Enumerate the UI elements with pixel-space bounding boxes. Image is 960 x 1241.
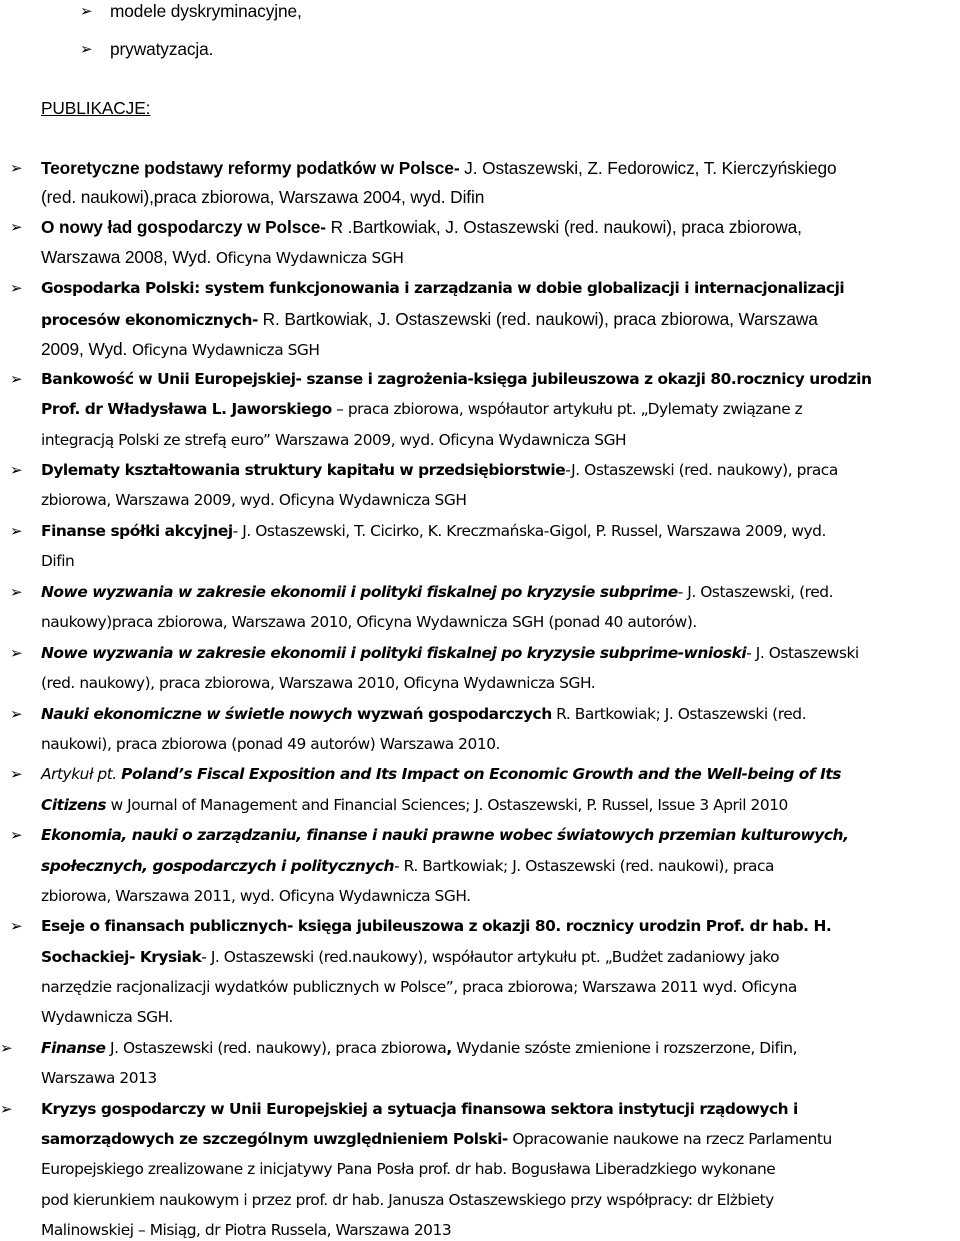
text-segment: zbiorowa, Warszawa 2011, wyd. Oficyna Wydawnicza SGH. [41,887,471,905]
text-line [41,157,836,179]
bullet-arrow-icon: ➢ [10,826,23,844]
section-heading-publikacje [41,97,150,119]
bullet-arrow-icon: ➢ [80,40,93,58]
text-segment: Nowe wyzwania w zakresie ekonomii i polityki fiskalnej po kryzysie subprime [41,583,678,601]
text-line [41,885,471,907]
text-segment: Nowe wyzwania w zakresie ekonomii i polityki fiskalnej po kryzysie subprime-wnioski [41,644,747,662]
text-line [41,520,826,542]
text-segment: - J. Ostaszewski, (red. [677,583,834,601]
text-segment: procesów ekonomicznych- [41,311,258,329]
text-line [41,489,466,511]
text-segment: Sochackiej- Krysiak [41,948,202,966]
text-segment: Teoretyczne podstawy reformy podatków w Polsce- [41,158,460,178]
text-segment: R .Bartkowiak, J. Ostaszewski (red. naukowi), praca zbiorowa, [325,217,802,237]
text-line [41,246,403,268]
text-line [41,1158,775,1180]
bullet-arrow-icon: ➢ [0,1039,13,1057]
text-segment: - J. Ostaszewski [746,644,859,662]
text-segment: Ekonomia, nauki o zarządzaniu, finanse i nauki prawne wobec światowych przemian kulturowych, [41,826,849,844]
text-segment: - R. Bartkowiak; J. Ostaszewski (red. naukowi), praca [394,857,775,875]
text-segment: naukowy)praca zbiorowa, Warszawa 2010, Oficyna Wydawnicza SGH (ponad 40 autorów). [41,613,697,631]
text-line [110,0,302,22]
text-line [41,1189,774,1211]
text-segment: Bankowość w Unii Europejskiej- szanse i zagrożenia-księga jubileuszowa z okazji 80.rocznicy urodzin [41,370,872,388]
text-line [41,581,833,603]
text-segment: , [446,1039,452,1057]
text-line [41,216,802,238]
text-segment: Kryzys gospodarczy w Unii Europejskiej a sytuacja finansowa sektora instytucji rządowych i [41,1100,798,1118]
bullet-arrow-icon: ➢ [10,917,23,935]
text-line [41,794,788,816]
text-segment: modele dyskryminacyjne, [110,1,302,21]
text-line [41,1219,451,1241]
text-line [41,915,831,937]
text-segment: Difin [41,552,75,570]
text-segment: Finanse spółki akcyjnej [41,522,233,540]
text-line [41,459,838,481]
text-segment: Wydawnicza SGH. [41,1008,173,1026]
text-segment: Poland’s Fiscal Exposition and Its Impact on Economic Growth and the Well-being of Its [121,765,841,783]
text-line [41,398,802,420]
text-segment: (red. naukowi),praca zbiorowa, Warszawa 2004, wyd. Difin [41,187,485,207]
text-segment: Eseje o finansach publicznych- księga jubileuszowa z okazji 80. rocznicy urodzin Prof. dr hab. H. [41,917,832,935]
bullet-arrow-icon: ➢ [10,705,23,723]
text-segment: - J. Ostaszewski (red.naukowy), współautor artykułu pt. „Budżet zadaniowy jako [201,948,780,966]
text-segment: PUBLIKACJE: [41,98,151,118]
text-line [110,38,213,60]
text-segment: samorządowych ze szczególnym uwzględnieniem Polski- [41,1130,508,1148]
text-segment: Artykuł pt. [41,765,122,783]
text-segment: Wydanie szóste zmienione i rozszerzone, Difin, [451,1039,798,1057]
text-segment: naukowi), praca zbiorowa (ponad 49 autorów) Warszawa 2010. [41,735,500,753]
text-segment: R. Bartkowiak, J. Ostaszewski (red. naukowi), praca zbiorowa, Warszawa [257,309,818,329]
text-segment: Gospodarka Polski: system funkcjonowania i zarządzania w dobie globalizacji i internacjonalizacji [41,279,845,297]
text-segment: narzędzie racjonalizacji wydatków publicznych w Polsce”, praca zbiorowa; Warszawa 2011 wyd. Oficyna [41,978,797,996]
text-segment: -J. Ostaszewski (red. naukowy), praca [565,461,838,479]
text-segment: w Journal of Management and Financial Sciences; J. Ostaszewski, P. Russel, Issue 3 April 2010 [106,796,788,814]
text-line [41,642,859,664]
bullet-arrow-icon: ➢ [10,279,23,297]
text-line [41,186,484,208]
text-segment: Oficyna Wydawnicza SGH [215,249,404,267]
text-line [41,703,806,725]
text-line [41,946,779,968]
text-line [41,308,818,330]
bullet-arrow-icon: ➢ [10,461,23,479]
text-segment: zbiorowa, Warszawa 2009, wyd. Oficyna Wydawnicza SGH [41,491,467,509]
text-segment: pod kierunkiem naukowym i przez prof. dr hab. Janusza Ostaszewskiego przy współpracy: dr Elżbiety [41,1191,774,1209]
bullet-arrow-icon: ➢ [10,370,23,388]
text-line [41,550,74,572]
text-segment: J. Ostaszewski, Z. Fedorowicz, T. Kierczyńskiego [459,158,837,178]
text-segment: (red. naukowy), praca zbiorowa, Warszawa 2010, Oficyna Wydawnicza SGH. [41,674,596,692]
text-segment: Dylematy kształtowania struktury kapitału w przedsiębiorstwie [41,461,566,479]
text-line [41,1067,157,1089]
text-segment: prywatyzacja. [110,39,214,59]
text-segment: wyzwań gospodarczych [357,705,552,723]
bullet-arrow-icon: ➢ [10,218,23,236]
text-line [41,672,595,694]
text-segment: – praca zbiorowa, współautor artykułu pt. „Dylematy związane z [331,400,803,418]
text-segment: Citizens [41,796,107,814]
text-line [41,1098,798,1120]
bullet-arrow-icon: ➢ [80,2,93,20]
text-segment: R. Bartkowiak; J. Ostaszewski (red. [551,705,807,723]
text-line [41,368,871,390]
bullet-arrow-icon: ➢ [10,159,23,177]
bullet-arrow-icon: ➢ [10,765,23,783]
text-line [41,1128,832,1150]
text-line [41,976,797,998]
text-segment: Malinowskiej – Misiąg, dr Piotra Russela, Warszawa 2013 [41,1221,452,1239]
text-line [41,429,626,451]
text-segment: Prof. dr Władysława L. Jaworskiego [41,400,332,418]
text-segment: Warszawa 2008, Wyd. [41,247,216,267]
text-line [41,733,500,755]
text-segment: Opracowanie naukowe na rzecz Parlamentu [507,1130,832,1148]
text-line [41,763,841,785]
bullet-arrow-icon: ➢ [10,583,23,601]
text-segment: 2009, Wyd. [41,339,132,359]
text-line [41,824,848,846]
text-line [41,1006,173,1028]
bullet-arrow-icon: ➢ [10,522,23,540]
text-segment: Finanse [41,1039,106,1057]
text-segment: O nowy ład gospodarczy w Polsce- [41,217,326,237]
bullet-arrow-icon: ➢ [10,644,23,662]
text-segment: J. Ostaszewski (red. naukowy), praca zbiorowa [105,1039,447,1057]
text-segment: - J. Ostaszewski, T. Cicirko, K. Kreczmańska-Gigol, P. Russel, Warszawa 2009, wyd. [232,522,826,540]
bullet-arrow-icon: ➢ [0,1100,13,1118]
text-line [41,277,844,299]
text-line [41,1037,797,1059]
text-line [41,338,320,360]
text-segment: integracją Polski ze strefą euro” Warszawa 2009, wyd. Oficyna Wydawnicza SGH [41,431,627,449]
text-line [41,855,774,877]
text-segment: Europejskiego zrealizowane z inicjatywy Pana Posła prof. dr hab. Bogusława Liberadzkiego wykonane [41,1160,776,1178]
text-segment: społecznych, gospodarczych i politycznych [41,857,395,875]
text-segment: Oficyna Wydawnicza SGH [131,341,320,359]
text-line [41,611,697,633]
text-segment: Warszawa 2013 [41,1069,157,1087]
text-segment: Nauki ekonomiczne w świetle nowych [41,705,358,723]
